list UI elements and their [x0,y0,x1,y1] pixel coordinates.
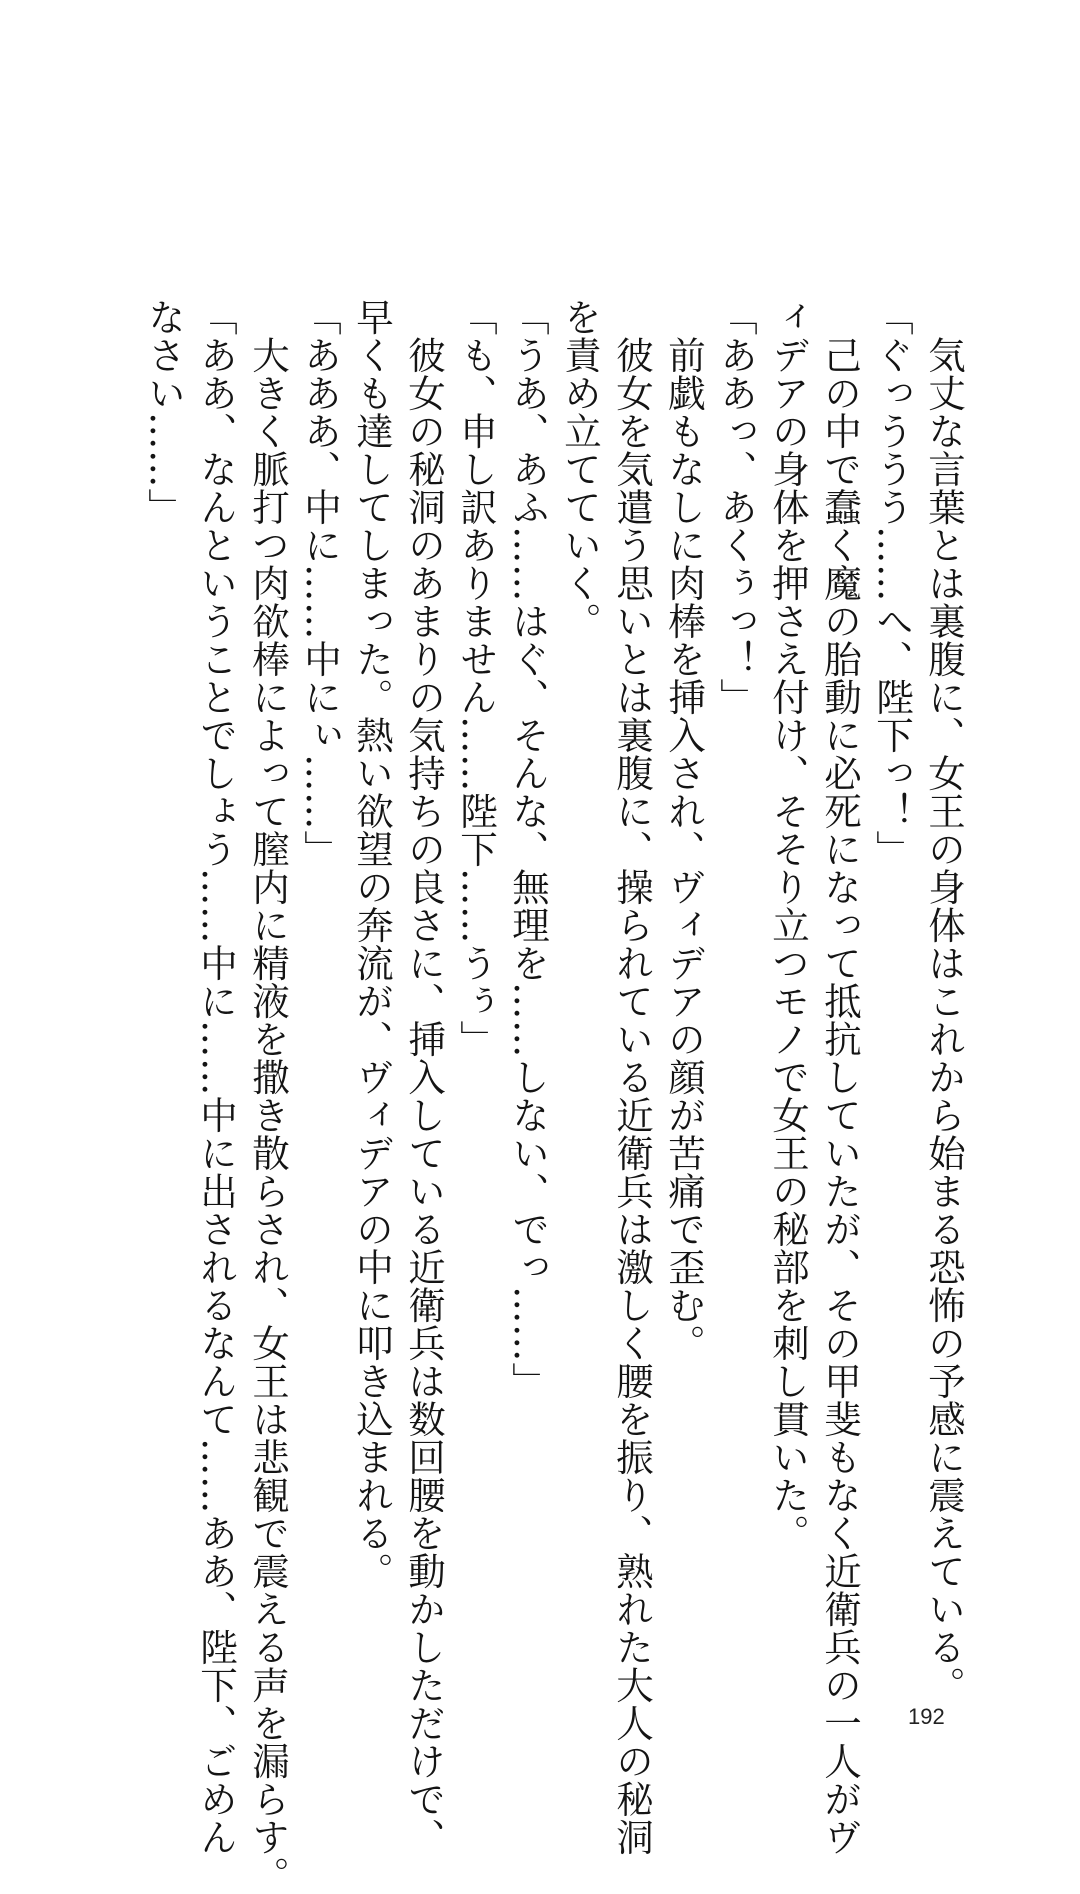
text-line: 「ああっ、あくぅっ！」 [714,298,758,716]
text-line: 「うあ、あふ……はぐ、そんな、無理を……しない、でっ……」 [506,298,550,1400]
text-line: 前戯もなしに肉棒を挿入され、ヴィデアの顔が苦痛で歪む。 [662,298,706,1362]
text-line: 己の中で蠢く魔の胎動に必死になって抵抗していたが、その甲斐もなく近衛兵の一人がヴ [818,298,862,1856]
text-line: 「ぐっううう……へ、陛下っ！」 [870,298,914,868]
text-line: 彼女を気遣う思いとは裏腹に、操られている近衛兵は激しく腰を振り、熟れた大人の秘洞 [610,298,654,1856]
page-number: 192 [908,1704,945,1729]
text-line: 「も、申し訳ありません……陛下……うぅ」 [454,298,498,1058]
text-line: 彼女の秘洞のあまりの気持ちの良さに、挿入している近衛兵は数回腰を動かしただけで、 [402,298,446,1856]
text-line: 「ああ、なんということでしょう……中に……中に出されるなんて……ああ、陛下、ごめん [194,298,238,1856]
text-line: なさい……」 [142,298,186,526]
text-line: 「あああ、中に……中にぃ……」 [298,298,342,868]
text-line: ィデアの身体を押さえ付け、そそり立つモノで女王の秘部を刺し貫いた。 [766,298,810,1552]
text-line: を責め立てていく。 [558,298,602,640]
text-line: 気丈な言葉とは裏腹に、女王の身体はこれから始まる恐怖の予感に震えている。 [922,298,966,1704]
text-line: 大きく脈打つ肉欲棒によって膣内に精液を撒き散らされ、女王は悲観で震える声を漏らす。 [246,298,290,1894]
text-line: 早くも達してしまった。熱い欲望の奔流が、ヴィデアの中に叩き込まれる。 [350,298,394,1590]
